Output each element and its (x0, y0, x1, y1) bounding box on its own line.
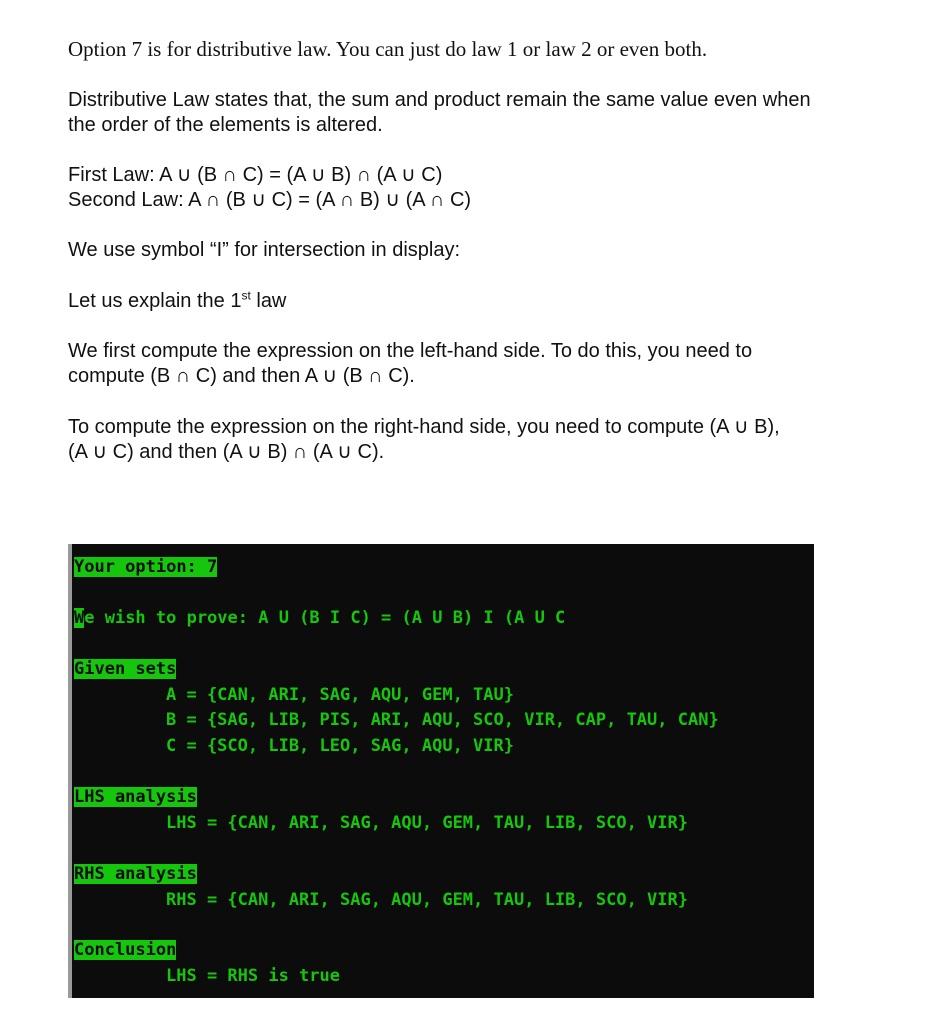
conclusion-result-line: LHS = RHS is true (166, 966, 340, 986)
symbol-note: We use symbol “I” for intersection in display: (68, 239, 461, 261)
rhs-explanation-line-2: (A ∪ C) and then (A ∪ B) ∩ (A ∪ C). (68, 441, 385, 463)
explain-superscript: st (241, 288, 251, 303)
lhs-result-line: LHS = {CAN, ARI, SAG, AQU, GEM, TAU, LIB, SCO, VIR} (166, 813, 688, 833)
given-sets-header (74, 658, 176, 680)
set-a-line: A = {CAN, ARI, SAG, AQU, GEM, TAU} (166, 685, 514, 705)
set-c-line: C = {SCO, LIB, LEO, SAG, AQU, VIR} (166, 736, 514, 756)
lhs-explanation-line-1: We first compute the expression on the left-hand side. To do this, you need to (68, 340, 753, 362)
intro-paragraph: Option 7 is for distributive law. You can just do law 1 or law 2 or even both. (68, 37, 708, 61)
conclusion-header-text: Conclusion (74, 940, 177, 960)
lhs-explanation-line-2: compute (B ∩ C) and then A ∪ (B ∩ C). (68, 365, 415, 387)
rhs-analysis-header-text: RHS analysis (74, 864, 197, 884)
rhs-result-line: RHS = {CAN, ARI, SAG, AQU, GEM, TAU, LIB, SCO, VIR} (166, 890, 688, 910)
rhs-explanation (68, 415, 868, 465)
prove-cursor-char: W (74, 608, 85, 628)
document-body (68, 36, 868, 465)
laws-block (68, 163, 868, 213)
explain-prefix: Let us explain the 1 (68, 290, 242, 312)
explain-suffix: law (250, 290, 287, 312)
given-sets-header-text: Given sets (74, 659, 177, 679)
option-prompt (74, 556, 217, 578)
lhs-explanation (68, 339, 868, 389)
lhs-analysis-header-text: LHS analysis (74, 787, 197, 807)
conclusion-header (74, 939, 176, 961)
set-b-line: B = {SAG, LIB, PIS, ARI, AQU, SCO, VIR, CAP, TAU, CAN} (166, 710, 719, 730)
definition-line-1: Distributive Law states that, the sum and product remain the same value even when (68, 89, 811, 111)
definition-line-2: the order of the elements is altered. (68, 114, 383, 136)
rhs-analysis-header (74, 863, 197, 885)
console-output-screenshot (68, 544, 814, 998)
prove-statement (74, 607, 565, 629)
explain-heading (68, 289, 868, 314)
option-prompt-text: Your option: 7 (74, 557, 218, 577)
lhs-analysis-header (74, 786, 197, 808)
first-law: First Law: A ∪ (B ∩ C) = (A ∪ B) ∩ (A ∪ C) (68, 164, 443, 186)
prove-statement-text: e wish to prove: A U (B I C) = (A U B) I (A U C (84, 608, 566, 628)
definition-paragraph (68, 88, 868, 138)
rhs-explanation-line-1: To compute the expression on the right-hand side, you need to compute (A ∪ B), (68, 416, 780, 438)
second-law: Second Law: A ∩ (B ∪ C) = (A ∩ B) ∪ (A ∩ C) (68, 189, 472, 211)
